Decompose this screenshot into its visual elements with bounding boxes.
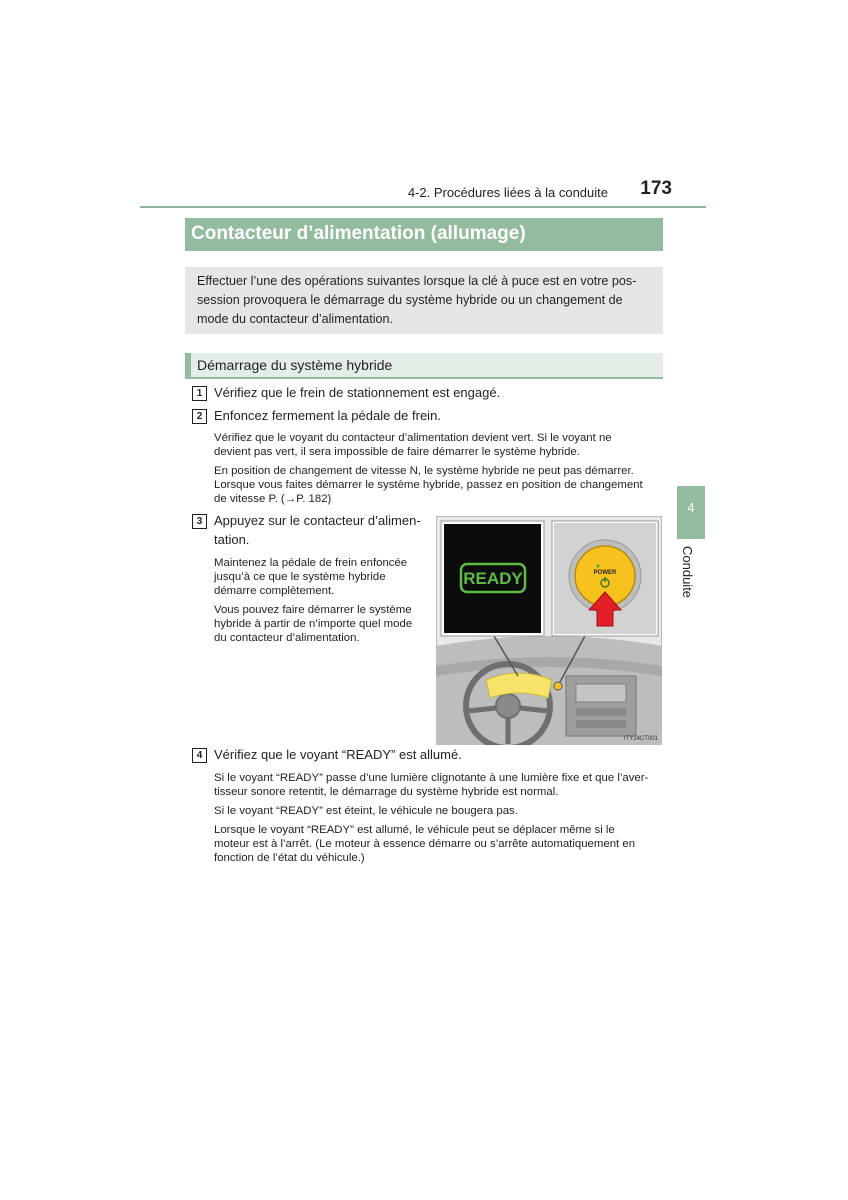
step-number: 1 xyxy=(192,386,207,401)
power-button-label: POWER xyxy=(593,570,617,576)
step-number: 4 xyxy=(192,748,207,763)
step-number: 2 xyxy=(192,409,207,424)
step-note: fonction de l’état du véhicule.) xyxy=(214,852,365,864)
intro-line: session provoquera le démarrage du système hybride ou un changement de xyxy=(197,293,623,307)
header-rule xyxy=(140,206,706,208)
step-note: Vous pouvez faire démarrer le système xyxy=(214,604,412,616)
ready-indicator-label: READY xyxy=(463,569,523,588)
step-note: Si le voyant “READY” est éteint, le véhicule ne bougera pas. xyxy=(214,805,518,817)
step-note: Lorsque le voyant “READY” est allumé, le véhicule peut se déplacer même si le xyxy=(214,824,615,836)
step-text: Appuyez sur le contacteur d’alimen- xyxy=(214,513,421,528)
step-note: hybride à partir de n’importe quel mode xyxy=(214,618,413,630)
step-note: En position de changement de vitesse N, le système hybride ne peut pas démarrer. xyxy=(214,465,634,477)
page-title: Contacteur d’alimentation (allumage) xyxy=(191,223,526,244)
chapter-label: Conduite xyxy=(680,546,695,599)
step-note: Si le voyant “READY” passe d’une lumière clignotante à une lumière fixe et que l’aver- xyxy=(214,772,649,784)
step-text: tation. xyxy=(214,532,250,547)
figure-code: ITY24CT001 xyxy=(623,736,658,742)
subheading-rule xyxy=(185,377,663,379)
step-note: de vitesse P. (→P. 182) xyxy=(214,493,332,505)
step-note: démarre complètement. xyxy=(214,585,335,597)
step-number: 3 xyxy=(192,514,207,529)
subheading-accent xyxy=(185,353,191,377)
step-note: Vérifiez que le voyant du contacteur d’alimentation devient vert. Si le voyant ne xyxy=(214,432,612,444)
step-text: Vérifiez que le frein de stationnement est engagé. xyxy=(214,385,501,400)
running-header: 4-2. Procédures liées à la conduite xyxy=(407,185,608,200)
page-number: 173 xyxy=(640,178,672,199)
step-note: du contacteur d’alimentation. xyxy=(214,632,360,644)
intro-line: mode du contacteur d’alimentation. xyxy=(197,312,394,326)
step-note: Maintenez la pédale de frein enfoncée xyxy=(214,557,408,569)
step-note: Lorsque vous faites démarrer le système hybride, passez en position de changement xyxy=(214,479,643,491)
dashboard-illustration xyxy=(436,516,662,745)
step-note: moteur est à l’arrêt. (Le moteur à essence démarre ou s’arrête automatiquement en xyxy=(214,838,636,850)
chapter-number: 4 xyxy=(687,500,695,515)
step-text: Enfoncez fermement la pédale de frein. xyxy=(214,408,441,423)
step-text: Vérifiez que le voyant “READY” est allumé. xyxy=(214,747,462,762)
intro-line: Effectuer l’une des opérations suivantes lorsque la clé à puce est en votre pos- xyxy=(197,274,637,288)
step-note: jusqu’à ce que le système hybride xyxy=(214,571,386,583)
step-note: tisseur sonore retentit, le démarrage du système hybride est normal. xyxy=(214,786,559,798)
step-note: devient pas vert, il sera impossible de faire démarrer le système hybride. xyxy=(214,446,580,458)
subheading: Démarrage du système hybride xyxy=(197,357,393,373)
